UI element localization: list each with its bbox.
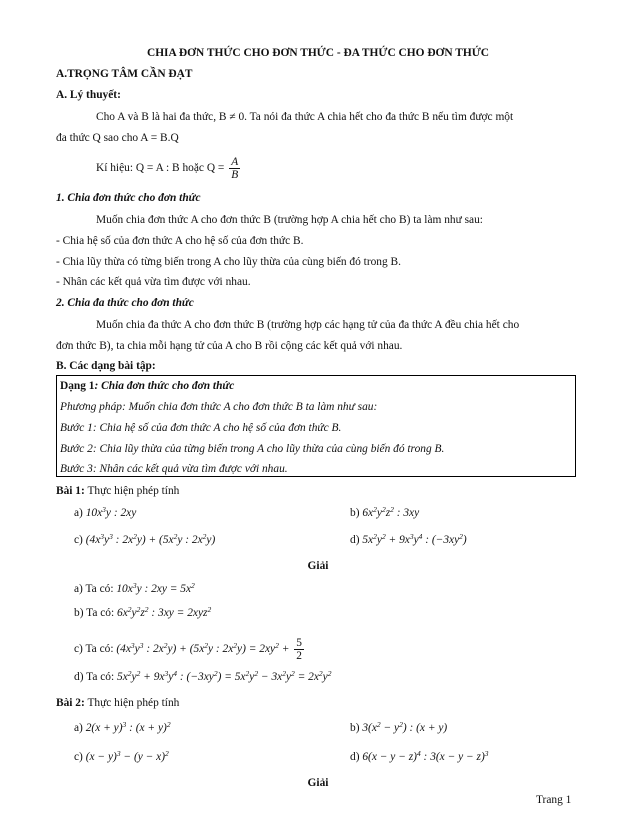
method-step-1: Bước 1: Chia hệ số của đơn thức A cho hệ số của đơn thức B. — [60, 422, 342, 434]
expression: ($4x^3y^3$ : $2x^2y) + (5x^2y$ : $2x^2y$) — [85, 532, 216, 546]
notation-line — [96, 156, 242, 181]
item-label: a) — [74, 507, 83, 519]
exercise-2d — [350, 750, 489, 764]
page-title: CHIA ĐƠN THỨC CHO ĐƠN THỨC - ĐA THỨC CHO ĐƠN THỨC — [146, 47, 490, 59]
expression: $6x^2y^2z^2$ : 3xy — [362, 505, 420, 519]
solution-1d — [74, 670, 331, 684]
solution-prefix: Ta có: — [85, 583, 114, 595]
definition-line-1: Cho A và B là hai đa thức, B ≠ 0. Ta nói đa thức A chia hết cho đa thức B nếu tìm được một — [96, 111, 514, 123]
solution-1a — [74, 582, 195, 596]
definition-line-2: đa thức Q sao cho A = B.Q — [56, 132, 179, 144]
solution-1b — [74, 606, 211, 620]
expression: $2(x + y)^3$ : $(x + y)^2$ — [85, 720, 171, 734]
item-label: c) — [74, 643, 83, 656]
method-step-2: Bước 2: Chia lũy thừa của từng biến trong A cho lũy thừa của cùng biến đó trong B. — [60, 443, 445, 455]
exercise-2b — [350, 721, 447, 735]
section-2-heading: 2. Chia đa thức cho đơn thức — [56, 297, 194, 309]
exercise-2c — [74, 750, 169, 764]
item-label: b) — [350, 507, 360, 519]
fraction-numerator: A — [231, 156, 239, 168]
exercise-1c — [74, 533, 215, 547]
item-label: a) — [74, 583, 83, 595]
section-1-step-3: - Nhân các kết quả vừa tìm được với nhau. — [56, 276, 251, 288]
method-text: Phương pháp: Muốn chia đơn thức A cho đơn thức B ta làm như sau: — [60, 401, 378, 413]
exercise-2-label: Bài 2: — [56, 697, 85, 709]
item-label: c) — [74, 534, 83, 546]
section-1-step-1: - Chia hệ số của đơn thức A cho hệ số của đơn thức B. — [56, 235, 304, 247]
fraction-five-halves: $\frac{5}{2}$ — [296, 637, 302, 662]
solution-prefix: Ta có: — [85, 643, 114, 656]
exercise-1b — [350, 506, 419, 520]
solution-1-heading: Giải — [307, 560, 329, 572]
section-1-step-2: - Chia lũy thừa có từng biến trong A cho lũy thừa của cùng biến đó trong B. — [56, 256, 401, 268]
section-b-heading: B. Các dạng bài tập: — [56, 360, 156, 372]
expression: $5x^2y^2 + 9x^3y^4$ : $(-3xy^2) = 5x^2y^2 - 3x^2y^2 = 2x^2y^2$ — [117, 669, 332, 683]
section-2-line-1: Muốn chia đa thức A cho đơn thức B (trường hợp các hạng tử của đa thức A đều chia hết cho — [96, 319, 520, 331]
dang-1-heading — [60, 379, 234, 393]
solution-1c — [74, 637, 306, 662]
exercise-1-heading — [56, 484, 179, 498]
exercise-1-text: Thực hiện phép tính — [84, 485, 180, 497]
exercise-1d — [350, 533, 467, 547]
exercise-2a — [74, 721, 171, 735]
expression: $(x - y)^3 - (y - x)^2$ — [85, 749, 169, 763]
section-a-heading: A.TRỌNG TÂM CẦN ĐẠT — [56, 68, 193, 80]
expression: $10x^3y$ : $2xy = 5x^2$ — [116, 581, 195, 595]
fraction-denominator: B — [231, 169, 239, 181]
item-label: b) — [74, 607, 84, 619]
solution-2-heading: Giải — [307, 777, 329, 789]
item-label: c) — [74, 751, 83, 763]
solution-prefix: Ta có: — [86, 607, 115, 619]
item-label: d) — [350, 534, 360, 546]
exercise-2-heading — [56, 696, 179, 710]
ly-thuyet-heading: A. Lý thuyết: — [56, 89, 121, 101]
notation-fraction — [229, 156, 240, 181]
exercise-1a — [74, 506, 136, 520]
expression: $10x^3y$ : 2xy — [85, 505, 137, 519]
item-label: a) — [74, 722, 83, 734]
section-1-intro: Muốn chia đơn thức A cho đơn thức B (trường hợp A chia hết cho B) ta làm như sau: — [96, 214, 483, 226]
item-label: d) — [350, 751, 360, 763]
exercise-2-text: Thực hiện phép tính — [84, 697, 180, 709]
page-number: Trang 1 — [536, 794, 572, 806]
expression: $5x^2y^2 + 9x^3y^4$ : $(-3xy^2)$ — [362, 532, 467, 546]
expression: $3(x^2 - y^2)$ : (x + y) — [362, 720, 448, 734]
solution-prefix: Ta có: — [86, 671, 115, 683]
section-2-line-2: đơn thức B), ta chia mỗi hạng tử của A cho B rồi cộng các kết quả với nhau. — [56, 340, 403, 352]
exercise-1-label: Bài 1: — [56, 485, 85, 497]
expression: $6x^2y^2z^2$ : 3xy = 2xyz$^2$ — [117, 605, 212, 619]
item-label: d) — [74, 671, 84, 683]
method-step-3: Bước 3: Nhân các kết quả vừa tìm được với nhau. — [60, 463, 288, 475]
dang-1-label: Dạng 1 — [60, 380, 95, 392]
item-label: b) — [350, 722, 360, 734]
expression: $6(x - y - z)^4$ : $3(x - y - z)^3$ — [362, 749, 489, 763]
section-1-heading: 1. Chia đơn thức cho đơn thức — [56, 192, 201, 204]
notation-prefix: Kí hiệu: Q = A : B hoặc Q = — [96, 162, 225, 175]
dang-1-title: : Chia đơn thức cho đơn thức — [94, 380, 235, 392]
expression: ($4x^3y^3$ : $2x^2y) + (5x^2y$ : $2x^2y) = 2xy^2$ + — [116, 641, 290, 656]
